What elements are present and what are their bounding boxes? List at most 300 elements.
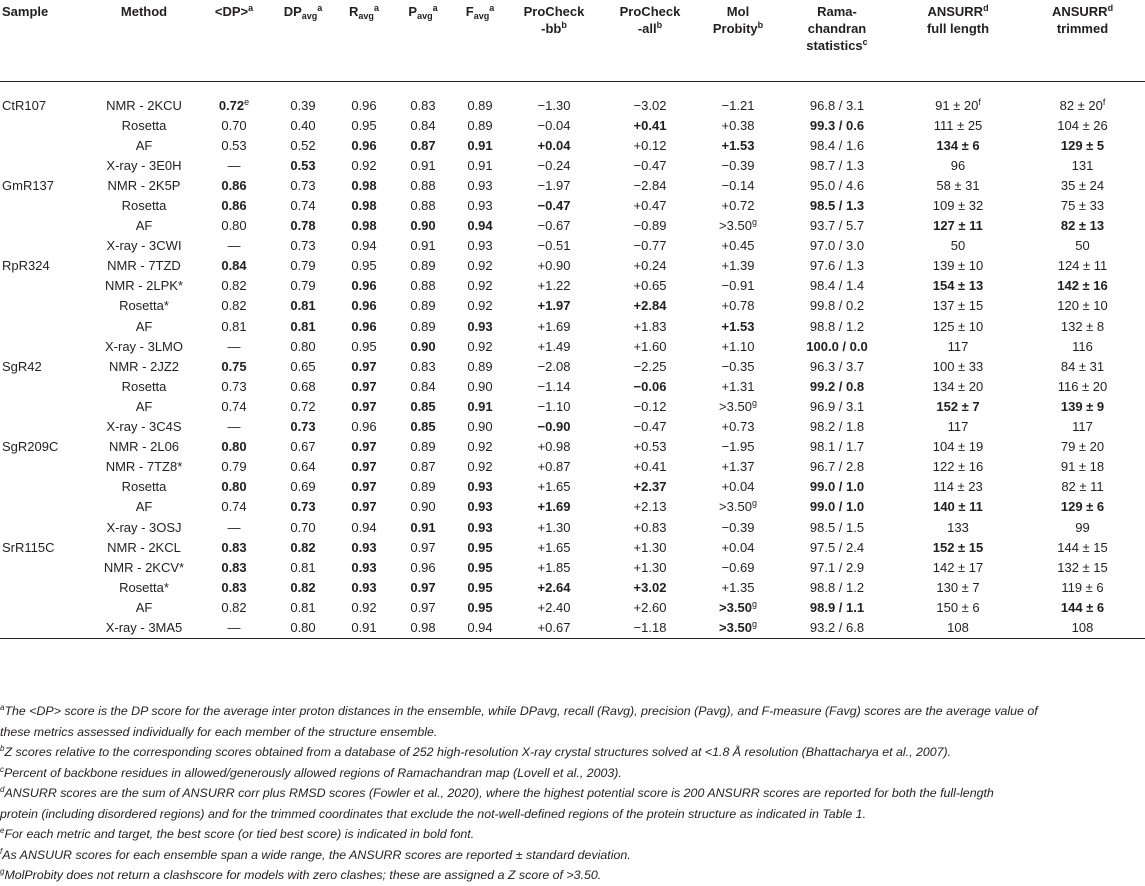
cell-rama [778,96,896,116]
cell-trim-value: 129 ± 6 [1060,499,1105,515]
cell-mol [698,276,778,296]
cell-pavg-value: 0.89 [410,439,436,455]
cell-dp-value: 0.82 [221,599,247,615]
cell-pcall [602,216,698,236]
cell-favg [454,256,506,276]
footnote-marker: d [0,785,5,794]
cell-trim-value: 142 ± 16 [1057,278,1108,294]
footnote-text: Z scores relative to the corresponding scores obtained from a database of 252 high-resolution X-ray crystal structures solved at <1.8 Å resolution (Bhattacharya et al., 2007). [4,745,952,759]
cell-dp-value: 0.81 [221,318,247,334]
cell-favg-value: 0.93 [467,499,493,515]
cell-method [90,276,198,296]
cell-trim [1020,296,1145,316]
cell-pavg-value: 0.89 [410,258,436,274]
table-row [0,377,1145,397]
cell-mol-value: −1.95 [721,439,755,455]
cell-mol [698,176,778,196]
cell-pavg [392,236,454,256]
cell-full [896,317,1020,337]
cell-ravg-value: 0.96 [351,97,377,113]
cell-pcbb-value: −0.90 [537,419,571,435]
cell-ravg [336,517,392,537]
cell-method [90,618,198,639]
cell-dp [198,196,270,216]
cell-rama [778,276,896,296]
cell-rama-value: 93.2 / 6.8 [809,619,865,635]
cell-mol-value: −0.35 [721,358,755,374]
col-header-sample: Sample [0,0,90,81]
cell-mol-value: +1.37 [721,459,755,475]
cell-pavg [392,317,454,337]
cell-pcbb [506,417,602,437]
cell-dpavg [270,196,336,216]
cell-ravg-value: 0.97 [351,358,377,374]
table-row [0,357,1145,377]
cell-mol [698,457,778,477]
cell-favg-value: 0.93 [467,519,493,535]
cell-trim-value: 124 ± 11 [1057,258,1108,274]
cell-full-value: 50 [950,238,966,254]
cell-dpavg-value: 0.69 [290,479,316,495]
cell-pcbb [506,256,602,276]
cell-dpavg [270,176,336,196]
cell-dp-value: — [227,519,241,535]
cell-ravg [336,357,392,377]
cell-trim [1020,618,1145,639]
cell-pcall [602,517,698,537]
cell-ravg-value: 0.96 [351,278,377,294]
cell-method-value: NMR - 2KCU [106,97,182,113]
cell-rama-value: 96.9 / 3.1 [809,398,865,414]
cell-dpavg-value: 0.81 [290,599,316,615]
cell-method-value: Rosetta [121,117,167,133]
cell-mol-value: >3.50 [719,619,752,635]
cell-pcall [602,317,698,337]
cell-dpavg [270,497,336,517]
cell-full [896,216,1020,236]
cell-mol [698,417,778,437]
cell-ravg [336,558,392,578]
cell-pcbb-value: +1.65 [537,479,571,495]
cell-rama-value: 97.1 / 2.9 [809,559,865,575]
cell-dp [198,296,270,316]
cell-full-value: 140 ± 11 [933,499,983,515]
col-header-method: Method [90,0,198,81]
footnote-marker: a [0,703,5,712]
cell-sample [0,357,90,377]
cell-method [90,437,198,457]
cell-ravg [336,437,392,457]
cell-pcall [602,578,698,598]
cell-dpavg [270,538,336,558]
cell-dp-value: 0.84 [221,258,247,274]
cell-pavg-value: 0.96 [410,559,436,575]
cell-dpavg [270,477,336,497]
cell-favg [454,216,506,236]
cell-dp [198,397,270,417]
cell-full [896,196,1020,216]
cell-full-value: 122 ± 16 [932,459,984,475]
cell-pcall-value: −3.02 [633,97,667,113]
cell-pavg [392,377,454,397]
cell-dp [198,558,270,578]
cell-mol [698,337,778,357]
table-row [0,578,1145,598]
cell-pcbb [506,236,602,256]
cell-mol-value: +0.78 [721,298,755,314]
cell-sample-value: SrR115C [2,539,55,555]
cell-full [896,96,1020,116]
cell-dpavg-value: 0.82 [290,579,316,595]
cell-rama-value: 97.6 / 1.3 [809,258,865,274]
cell-rama [778,136,896,156]
cell-mol-value: +0.73 [721,419,755,435]
cell-favg [454,136,506,156]
cell-pcbb-value: −0.24 [537,157,571,173]
cell-full [896,618,1020,639]
cell-ravg-value: 0.91 [351,619,377,635]
cell-method-value: Rosetta [121,198,167,214]
cell-favg [454,457,506,477]
cell-dp-value: 0.86 [221,198,247,214]
cell-pcbb-value: +1.85 [537,559,571,575]
cell-method-value: NMR - 2KCV* [103,559,185,575]
cell-mol [698,116,778,136]
cell-sample-value: GmR137 [2,177,55,193]
cell-trim-value: 120 ± 10 [1057,298,1108,314]
cell-dp [198,276,270,296]
cell-full [896,176,1020,196]
cell-sample [0,618,90,639]
cell-ravg-value: 0.96 [351,419,377,435]
cell-trim-value: 108 [1071,619,1094,635]
cell-favg-value: 0.95 [467,539,493,555]
cell-full [896,116,1020,136]
cell-mol-value: +0.45 [721,238,755,254]
cell-pcbb [506,377,602,397]
cell-mol [698,317,778,337]
cell-mol-value: +0.04 [721,479,755,495]
cell-method-value: X-ray - 3CWI [106,238,182,254]
cell-pcall [602,558,698,578]
cell-ravg [336,296,392,316]
cell-full [896,136,1020,156]
cell-trim-value: 116 [1072,338,1093,354]
cell-rama [778,397,896,417]
cell-full-value: 133 [947,519,969,535]
cell-pavg-value: 0.98 [410,619,436,635]
cell-mol [698,136,778,156]
cell-trim [1020,578,1145,598]
cell-rama-value: 99.8 / 0.2 [809,298,865,314]
cell-ravg-value: 0.95 [351,117,377,133]
footnote-line [0,824,1145,845]
cell-method-value: NMR - 2L06 [108,439,180,455]
cell-pavg [392,397,454,417]
col-header-ramachandran: Rama- chandran statistics$^c$ [778,0,896,81]
cell-trim-value: 131 [1071,157,1094,173]
cell-mol-value: −0.39 [721,157,755,173]
cell-dp [198,538,270,558]
cell-pcall [602,296,698,316]
cell-pcall-value: +1.30 [633,559,667,575]
cell-ravg-value: 0.98 [351,218,377,234]
cell-trim [1020,538,1145,558]
cell-method-value: Rosetta [121,479,167,495]
cell-mol [698,216,778,236]
cell-ravg-value: 0.96 [351,298,377,314]
cell-pcall-value: +0.47 [633,198,667,214]
cell-pavg-value: 0.91 [410,519,436,535]
cell-dp-value: 0.75 [221,358,247,374]
cell-pavg [392,437,454,457]
cell-pcbb-value: −1.30 [537,97,571,113]
cell-method [90,136,198,156]
cell-rama [778,156,896,176]
cell-method [90,397,198,417]
cell-trim-value: 99 [1075,519,1090,535]
cell-dp [198,236,270,256]
cell-dpavg [270,236,336,256]
cell-pcbb-value: +1.65 [537,539,571,555]
cell-method [90,296,198,316]
cell-trim [1020,96,1145,116]
cell-dp [198,578,270,598]
cell-pcall [602,357,698,377]
cell-trim-value: 119 ± 6 [1061,579,1104,595]
cell-pavg [392,96,454,116]
cell-pcall-value: +0.53 [633,439,667,455]
footnotes [0,701,1145,886]
cell-mol [698,578,778,598]
cell-pcbb-value: +1.97 [537,298,571,314]
cell-mol [698,437,778,457]
cell-favg [454,196,506,216]
cell-pcbb-value: −1.97 [537,177,571,193]
footnote-marker: f [1102,96,1106,107]
cell-pcbb [506,457,602,477]
cell-full [896,337,1020,357]
cell-full [896,457,1020,477]
cell-full-value: 130 ± 7 [936,579,980,595]
footnote-line [0,763,1145,784]
cell-sample [0,216,90,236]
cell-favg-value: 0.89 [467,358,493,374]
cell-full-value: 91 ± 20 [935,97,979,113]
cell-sample [0,497,90,517]
cell-pavg-value: 0.91 [410,157,436,173]
cell-full-value: 109 ± 32 [932,198,984,214]
footnote-text: For each metric and target, the best score (or tied best score) is indicated in bold font. [4,827,475,841]
cell-dp [198,517,270,537]
cell-pavg [392,116,454,136]
table-row [0,618,1145,639]
cell-rama [778,176,896,196]
cell-favg [454,296,506,316]
cell-ravg [336,417,392,437]
cell-method [90,377,198,397]
cell-full [896,397,1020,417]
cell-full-value: 125 ± 10 [932,318,984,334]
cell-dp [198,317,270,337]
footnote-marker: c [0,764,4,774]
cell-method-value: X-ray - 3OSJ [106,519,182,535]
cell-dp-value: 0.82 [221,298,247,314]
cell-sample [0,558,90,578]
cell-favg-value: 0.93 [467,238,493,254]
cell-ravg [336,598,392,618]
cell-trim-value: 79 ± 20 [1060,439,1105,455]
cell-dp [198,457,270,477]
cell-trim-value: 35 ± 24 [1060,177,1105,193]
cell-pavg-value: 0.90 [410,499,436,515]
cell-pcbb-value: −0.51 [537,238,571,254]
cell-full [896,256,1020,276]
cell-method [90,538,198,558]
cell-rama-value: 93.7 / 5.7 [809,218,865,234]
cell-trim-value: 50 [1075,238,1090,254]
cell-dp-value: — [227,619,241,635]
cell-pcbb-value: +1.30 [537,519,571,535]
cell-favg-value: 0.92 [467,459,493,475]
cell-ravg [336,477,392,497]
table-row [0,216,1145,236]
cell-sample [0,136,90,156]
cell-dp-value: 0.83 [221,579,247,595]
cell-dp [198,116,270,136]
cell-dpavg [270,558,336,578]
cell-full [896,236,1020,256]
cell-pcbb-value: −2.08 [537,358,571,374]
cell-ravg [336,216,392,236]
cell-dp-value: 0.79 [221,459,247,475]
cell-rama [778,256,896,276]
cell-rama [778,457,896,477]
cell-pcall [602,437,698,457]
cell-pcall-value: +0.65 [633,278,667,294]
cell-favg-value: 0.93 [467,177,493,193]
cell-favg [454,236,506,256]
cell-rama [778,296,896,316]
cell-pavg [392,176,454,196]
cell-pcbb [506,517,602,537]
cell-rama [778,558,896,578]
cell-pcbb-value: +0.98 [537,439,571,455]
cell-pavg [392,417,454,437]
cell-trim-value: 84 ± 31 [1060,358,1105,374]
cell-ravg-value: 0.96 [351,318,377,334]
cell-pcbb [506,538,602,558]
cell-pcbb-value: +0.04 [537,137,571,153]
cell-sample-value: RpR324 [2,258,50,274]
cell-method [90,317,198,337]
cell-pcbb-value: −0.47 [537,198,571,214]
cell-pcbb-value: +1.69 [537,499,571,515]
cell-full-value: 142 ± 17 [932,559,984,575]
col-header-ansurr-trimmed: ANSURR$^d$ trimmed [1020,0,1145,81]
cell-trim [1020,357,1145,377]
cell-method [90,517,198,537]
cell-pavg-value: 0.91 [410,238,436,254]
cell-dpavg [270,296,336,316]
cell-mol-value: −0.91 [721,278,755,294]
cell-sample-value: SgR42 [2,358,42,374]
cell-dpavg-value: 0.79 [290,258,316,274]
cell-trim-value: 144 ± 6 [1060,599,1105,615]
cell-method-value: X-ray - 3MA5 [105,619,183,635]
cell-pcbb [506,216,602,236]
cell-ravg [336,96,392,116]
cell-full [896,276,1020,296]
cell-favg [454,558,506,578]
table-row [0,477,1145,497]
cell-pcall [602,397,698,417]
cell-dp-value: 0.83 [221,559,247,575]
cell-trim-value: 104 ± 26 [1057,117,1108,133]
cell-pavg [392,578,454,598]
cell-full-value: 150 ± 6 [936,599,980,615]
cell-dp-value: 0.80 [221,439,247,455]
cell-rama-value: 98.8 / 1.2 [809,318,865,334]
cell-rama [778,417,896,437]
cell-pcall [602,598,698,618]
cell-sample [0,96,90,116]
cell-pavg-value: 0.88 [410,278,436,294]
cell-pcbb [506,598,602,618]
cell-mol [698,296,778,316]
cell-mol [698,477,778,497]
cell-pavg-value: 0.87 [410,459,436,475]
cell-dp [198,256,270,276]
cell-trim [1020,417,1145,437]
cell-rama-value: 96.3 / 3.7 [809,358,865,374]
cell-pcall-value: −0.47 [633,419,667,435]
cell-dpavg-value: 0.73 [290,177,316,193]
cell-pcall-value: +2.84 [633,298,667,314]
cell-pcall-value: −0.77 [633,238,667,254]
cell-rama-value: 98.4 / 1.4 [809,278,865,294]
cell-dp [198,437,270,457]
cell-sample-value: CtR107 [2,97,47,113]
cell-favg [454,477,506,497]
cell-sample [0,296,90,316]
cell-dp-value: — [227,238,241,254]
cell-pavg [392,538,454,558]
footnote-marker: g [751,618,757,629]
cell-ravg [336,337,392,357]
cell-sample [0,236,90,256]
cell-dpavg-value: 0.73 [290,238,316,254]
cell-pavg-value: 0.88 [410,177,436,193]
cell-dp [198,598,270,618]
table-row [0,256,1145,276]
cell-favg-value: 0.95 [467,579,493,595]
cell-dpavg-value: 0.72 [290,398,316,414]
cell-rama [778,317,896,337]
cell-mol [698,558,778,578]
cell-trim-value: 82 ± 20 [1059,97,1103,113]
cell-pavg-value: 0.89 [410,479,436,495]
cell-mol [698,397,778,417]
cell-trim-value: 117 [1072,419,1093,435]
cell-favg-value: 0.94 [467,218,493,234]
cell-rama [778,538,896,558]
cell-pcall [602,457,698,477]
col-header-ansurr-full: ANSURR$^d$ full length [896,0,1020,81]
cell-mol-value: >3.50 [719,499,752,515]
footnote-line [0,865,1145,886]
footnote-text: Percent of backbone residues in allowed/generously allowed regions of Ramachandran map (Lovell et al., 2003). [4,765,622,780]
